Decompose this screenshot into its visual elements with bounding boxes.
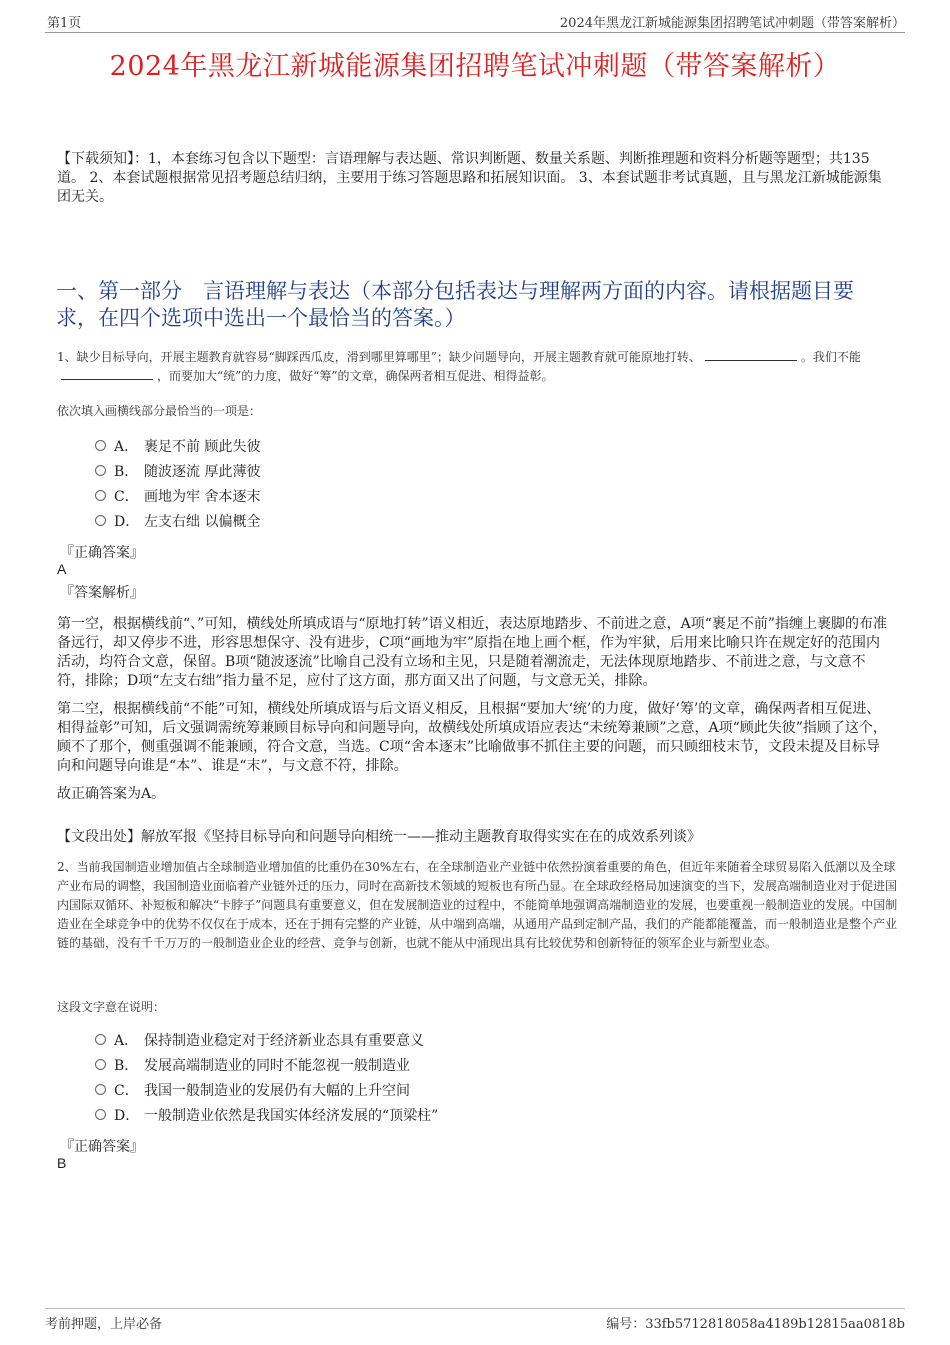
section-heading: 一、第一部分 言语理解与表达（本部分包括表达与理解两方面的内容。请根据题目要求，在四个选项中选出一个最恰当的答案。） bbox=[56, 279, 854, 330]
question-1-options bbox=[95, 433, 260, 533]
option-c[interactable]: C． 画地为牢 舍本逐末 bbox=[95, 483, 260, 508]
download-notice: 【下载须知】：1，本套练习包含以下题型：言语理解与表达题、常识判断题、数量关系题、判断推理题和资料分析题等题型；共135道。 2、本套试题根据常见招考题总结归纳，主要用于练习答题思路和拓展知识面。 3、本套试题非考试真题，且与黑龙江新城能源集团无关。 bbox=[57, 151, 882, 205]
correct-answer-label: 『正确答案』 bbox=[60, 545, 144, 561]
question-2-options bbox=[95, 1027, 438, 1127]
source-citation: 【文段出处】解放军报《坚持目标导向和问题导向相统一——推动主题教育取得实实在在的成效系列谈》 bbox=[57, 829, 701, 845]
fill-blank-1 bbox=[705, 348, 797, 361]
radio-icon[interactable] bbox=[95, 1109, 106, 1120]
correct-answer: B bbox=[57, 1155, 67, 1171]
analysis-paragraph-2: 第二空，根据横线前“不能”可知，横线处所填成语与后文语义相反，且根据“要加大‘统’的力度，做好‘筹’的文章，确保两者相互促进、相得益彰”可知，后文强调需统筹兼顾目标导向和问题导向，故横线处所填成语应表达“未统筹兼顾”之意，A项“顾此失彼”指顾了这个，顾不了那个，侧重强调不能兼顾，符合文意，当选。C项“舍本逐末”比喻做事不抓住主要的问题，而只顾细枝末节，文段未提及目标导向和问题导向谁是“本”、谁是“末”，与文意不符，排除。 bbox=[57, 701, 887, 774]
radio-icon[interactable] bbox=[95, 1034, 106, 1045]
radio-icon[interactable] bbox=[95, 1084, 106, 1095]
page-number: 第1页 bbox=[47, 16, 82, 31]
radio-icon[interactable] bbox=[95, 515, 106, 526]
answer-analysis bbox=[57, 615, 888, 813]
header-divider bbox=[45, 32, 905, 33]
option-a[interactable]: A． 裹足不前 顾此失彼 bbox=[95, 433, 260, 458]
option-c[interactable]: C． 我国一般制造业的发展仍有大幅的上升空间 bbox=[95, 1077, 438, 1102]
question-2-prompt: 这段文字意在说明： bbox=[57, 1000, 166, 1014]
correct-answer-label: 『正确答案』 bbox=[60, 1139, 144, 1155]
fill-blank-2 bbox=[61, 367, 153, 380]
analysis-conclusion: 故正确答案为A。 bbox=[57, 786, 166, 802]
document-id: 编号：33fb5712818058a4189b12815aa0818b bbox=[606, 1317, 905, 1332]
running-title: 2024年黑龙江新城能源集团招聘笔试冲刺题（带答案解析） bbox=[559, 16, 905, 31]
page-title: 2024年黑龙江新城能源集团招聘笔试冲刺题（带答案解析） bbox=[109, 51, 841, 82]
radio-icon[interactable] bbox=[95, 465, 106, 476]
option-d[interactable]: D． 左支右绌 以偏概全 bbox=[95, 508, 260, 533]
option-d[interactable]: D． 一般制造业依然是我国实体经济发展的“顶梁柱” bbox=[95, 1102, 438, 1127]
radio-icon[interactable] bbox=[95, 440, 106, 451]
question-1-text: 1、缺少目标导向，开展主题教育就容易“脚踩西瓜皮，滑到哪里算哪里”；缺少问题导向，开展主题教育就可能原地打转、 。我们不能，而要加大“统”的力度，做好“筹”的文章，确保两者相互促进、相得益彰。 bbox=[57, 350, 861, 383]
question-2-text: 2、当前我国制造业增加值占全球制造业增加值的比重仍在30%左右，在全球制造业产业链中依然扮演着重要的角色，但近年来随着全球贸易陷入低潮以及全球产业布局的调整，我国制造业面临着产业链外迁的压力，同时在高新技术领域的短板也有所凸显。在全球政经格局加速演变的当下，发展高端制造业对于促进国内国际双循环、补短板和解决“卡脖子”问题具有重要意义，但在发展制造业的过程中，不能简单地强调高端制造业的发展，也要重视一般制造业的发展。中国制造业在全球竞争中的优势不仅仅在于成本，还在于拥有完整的产业链，从中端到高端，从通用产品到定制产品，我们的产能都能覆盖，而一般制造业是整个产业链的基础，没有千千万万的一般制造业企业的经营、竞争与创新，也就不能从中涌现出具有比较优势和创新特征的领军企业与新型业态。 bbox=[57, 860, 898, 950]
analysis-paragraph-1: 第一空，根据横线前“、”可知，横线处所填成语与“原地打转”语义相近，表达原地踏步、不前进之意，A项“裹足不前”指缠上裹脚的布准备远行，却又停步不进，形容思想保守、没有进步，C项“画地为牢”原指在地上画个框，作为牢狱，后用来比喻只许在规定好的范围内活动，均符合文意，保留。B项“随波逐流”比喻自己没有立场和主见，只是随着潮流走，无法体现原地踏步、不前进之意，与文意不符，排除；D项“左支右绌”指力量不足，应付了这方面，那方面又出了问题，与文意无关，排除。 bbox=[57, 616, 888, 689]
question-1-prompt: 依次填入画横线部分最恰当的一项是： bbox=[57, 404, 262, 418]
option-b[interactable]: B． 发展高端制造业的同时不能忽视一般制造业 bbox=[95, 1052, 438, 1077]
option-b[interactable]: B． 随波逐流 厚此薄彼 bbox=[95, 458, 260, 483]
correct-answer: A bbox=[57, 561, 67, 577]
analysis-label: 『答案解析』 bbox=[60, 585, 144, 601]
footer-divider bbox=[45, 1308, 905, 1309]
radio-icon[interactable] bbox=[95, 1059, 106, 1070]
option-a[interactable]: A． 保持制造业稳定对于经济新业态具有重要意义 bbox=[95, 1027, 438, 1052]
footer-slogan: 考前押题，上岸必备 bbox=[45, 1317, 163, 1332]
radio-icon[interactable] bbox=[95, 490, 106, 501]
